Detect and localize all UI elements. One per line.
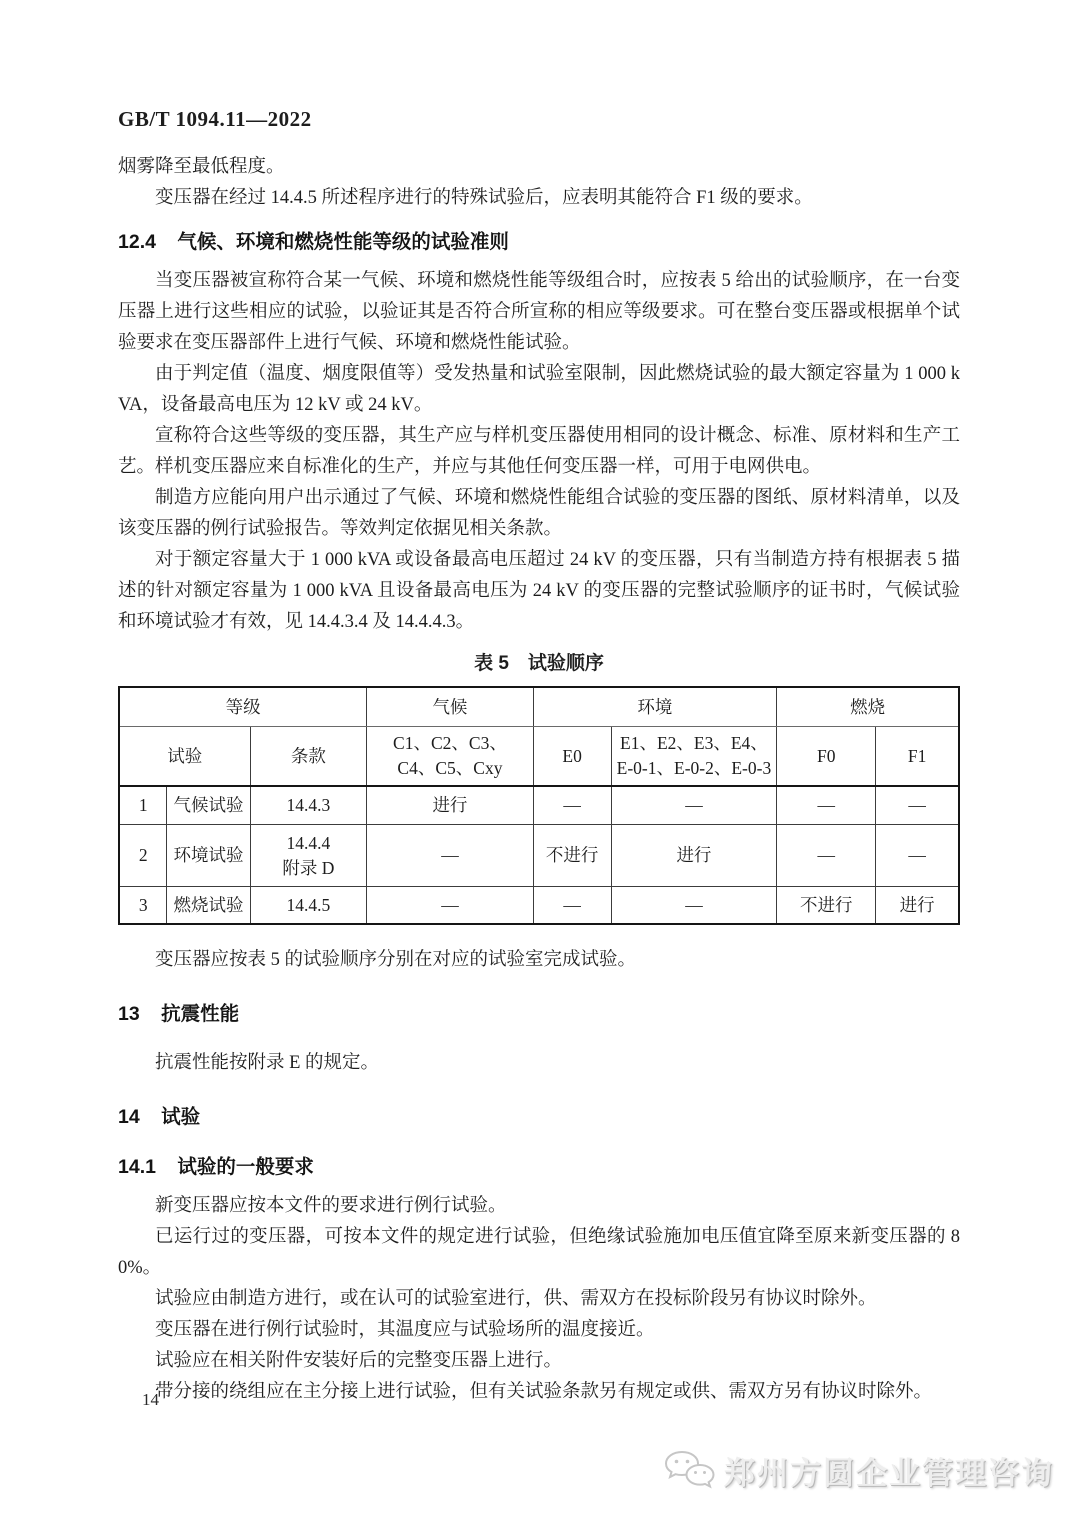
paragraph: 由于判定值（温度、烟度限值等）受发热量和试验室限制，因此燃烧试验的最大额定容量为 1 000 kVA，设备最高电压为 12 kV 或 24 kV。 [118,364,960,415]
paragraph: 试验应在相关附件安装好后的完整变压器上进行。 [155,1351,563,1371]
watermark [662,1448,1054,1493]
col-group-grade: 等级 [119,687,367,727]
col-header-clause: 条款 [250,727,367,787]
cell-e0: — [533,887,611,925]
section-heading-14 [118,1105,960,1129]
table-caption: 表 5 试验顺序 [474,653,604,674]
paragraph: 变压器应按表 5 的试验顺序分别在对应的试验室完成试验。 [155,950,637,970]
paragraph: 抗震性能按附录 E 的规定。 [155,1053,380,1073]
table-group-header-row [119,687,959,727]
cell-test-name: 气候试验 [167,786,250,825]
section-number: 13 [118,1003,140,1025]
cell-line: E1、E2、E3、E4、 [620,733,768,753]
section-heading-12-4 [118,230,960,254]
cell-test-name: 燃烧试验 [167,887,250,925]
cell-line: 14.4.4 [286,832,331,853]
cell-no: 1 [119,786,167,825]
paragraph: 变压器在经过 14.4.5 所述程序进行的特殊试验后，应表明其能符合 F1 级的要求。 [155,188,813,208]
section-title: 试验 [161,1106,201,1128]
paragraph: 制造方应能向用户出示通过了气候、环境和燃烧性能组合试验的变压器的图纸、原材料清单，以及该变压器的例行试验报告。等效判定依据见相关条款。 [118,488,960,539]
cell-climate: — [367,825,533,887]
table-row [119,887,959,925]
table-sub-header-row [119,727,959,787]
cell-line: 附录 D [282,857,335,878]
cell-climate: 进行 [367,786,533,825]
col-header-f1: F1 [876,727,959,787]
table-5-test-sequence [118,686,960,925]
col-group-environment: 环境 [533,687,777,727]
section-number: 14 [118,1106,140,1128]
cell-line: C1、C2、C3、 [393,733,507,753]
paragraph: 新变压器应按本文件的要求进行例行试验。 [155,1196,507,1216]
col-header-env-classes [611,727,776,787]
paragraph: 带分接的绕组应在主分接上进行试验，但有关试验条款另有规定或供、需双方另有协议时除外。 [155,1382,933,1402]
paragraph: 试验应由制造方进行，或在认可的试验室进行，供、需双方在投标阶段另有协议时除外。 [155,1289,877,1309]
cell-env: 进行 [611,825,776,887]
col-group-climate: 气候 [367,687,533,727]
paragraph: 烟雾降至最低程度。 [118,157,285,177]
col-header-e0: E0 [533,727,611,787]
wechat-icon [662,1449,716,1493]
cell-clause [250,825,367,887]
cell-f1: 进行 [876,887,959,925]
col-header-f0: F0 [777,727,876,787]
cell-e0: 不进行 [533,825,611,887]
paragraph: 变压器在进行例行试验时，其温度应与试验场所的温度接近。 [155,1320,655,1340]
section-number: 14.1 [118,1156,156,1178]
cell-e0: — [533,786,611,825]
section-title: 试验的一般要求 [177,1156,314,1178]
cell-clause: 14.4.5 [250,887,367,925]
page-number: 14 [142,1390,159,1409]
table-row [119,825,959,887]
paragraph: 已运行过的变压器，可按本文件的规定进行试验，但绝缘试验施加电压值宜降至原来新变压器的 80%。 [118,1227,960,1278]
cell-f1: — [876,786,959,825]
section-heading-13 [118,1002,960,1026]
cell-line: E-0-1、E-0-2、E-0-3 [616,758,772,778]
doc-code: GB/T 1094.11—2022 [118,107,312,131]
paragraph: 宣称符合这些等级的变压器，其生产应与样机变压器使用相同的设计概念、标准、原材料和生产工艺。样机变压器应来自标准化的生产，并应与其他任何变压器一样，可用于电网供电。 [118,426,960,477]
cell-test-name: 环境试验 [167,825,250,887]
cell-f1: — [876,825,959,887]
cell-env: — [611,786,776,825]
cell-climate: — [367,887,533,925]
col-header-climate-classes [367,727,533,787]
cell-line: C4、C5、Cxy [397,758,503,778]
col-group-fire: 燃烧 [777,687,959,727]
section-title: 抗震性能 [161,1003,240,1025]
section-title: 气候、环境和燃烧性能等级的试验准则 [177,231,509,253]
table-row [119,786,959,825]
paragraph: 对于额定容量大于 1 000 kVA 或设备最高电压超过 24 kV 的变压器，只有当制造方持有根据表 5 描述的针对额定容量为 1 000 kVA 且设备最高电压为 24 kV 的变压器的完整试验顺序的证书时，气候试验和环境试验才有效，见 14.4.3.4 及 14.4.4.3。 [118,550,960,632]
cell-f0: 不进行 [777,887,876,925]
col-header-test: 试验 [119,727,250,787]
watermark-text: 郑州方圆企业管理咨询 [724,1456,1054,1491]
section-number: 12.4 [118,231,156,253]
cell-no: 2 [119,825,167,887]
cell-no: 3 [119,887,167,925]
cell-env: — [611,887,776,925]
cell-clause: 14.4.3 [250,786,367,825]
cell-f0: — [777,786,876,825]
paragraph: 当变压器被宣称符合某一气候、环境和燃烧性能等级组合时，应按表 5 给出的试验顺序，在一台变压器上进行这些相应的试验，以验证其是否符合所宣称的相应等级要求。可在整台变压器或根据单个试验要求在变压器部件上进行气候、环境和燃烧性能试验。 [118,271,960,353]
cell-f0: — [777,825,876,887]
section-heading-14-1 [118,1155,960,1179]
